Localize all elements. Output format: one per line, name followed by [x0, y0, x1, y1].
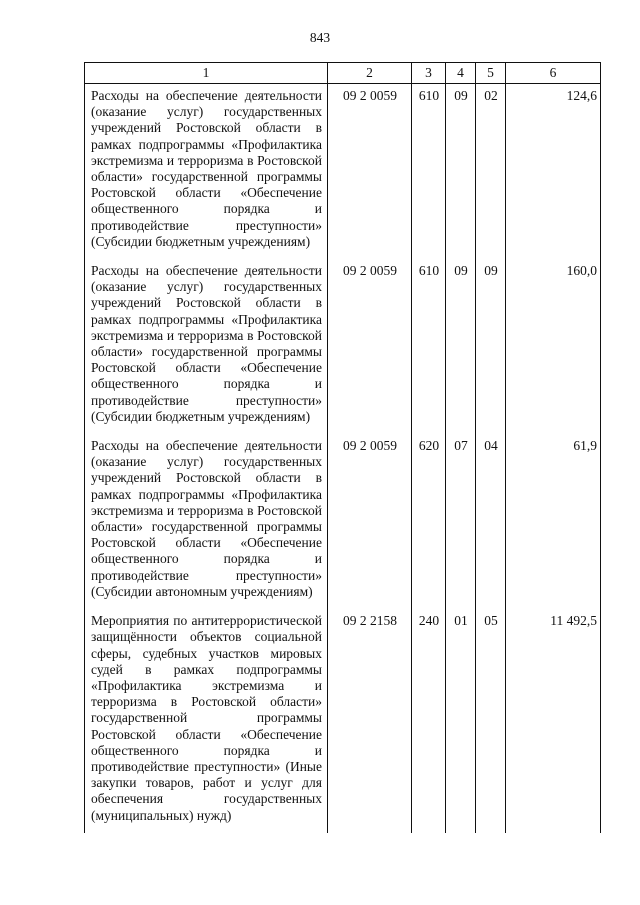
- column-header: 4: [446, 63, 476, 84]
- row-description: Расходы на обеспечение деятельности (оказание услуг) государственных учреждений Ростовской области в рамках подпрограммы «Профилактика экстремизма и терроризма в Ростовской области» государственной программы Ростовской области «Обеспечение общественного порядка и противодействие преступности» (Субсидии бюджетным учреждениям): [85, 259, 328, 434]
- row-description: Расходы на обеспечение деятельности (оказание услуг) государственных учреждений Ростовской области в рамках подпрограммы «Профилактика экстремизма и терроризма в Ростовской области» государственной программы Ростовской области «Обеспечение общественного порядка и противодействие преступности» (Субсидии автономным учреждениям): [85, 434, 328, 609]
- row-amount: 124,6: [506, 84, 601, 260]
- row-subsection: 05: [476, 609, 506, 833]
- row-section: 09: [446, 84, 476, 260]
- row-expense-type: 610: [412, 259, 446, 434]
- column-header: 2: [328, 63, 412, 84]
- table-row: [85, 84, 601, 260]
- table-header-row: [85, 63, 601, 84]
- row-section: 07: [446, 434, 476, 609]
- row-amount: 11 492,5: [506, 609, 601, 833]
- table-row: [85, 434, 601, 609]
- table-row: [85, 609, 601, 833]
- row-target-code: 09 2 0059: [328, 434, 412, 609]
- table-row: [85, 259, 601, 434]
- column-header: 3: [412, 63, 446, 84]
- row-section: 09: [446, 259, 476, 434]
- row-description: Мероприятия по антитеррористической защищённости объектов социальной сферы, судебных участков мировых судей в рамках подпрограммы «Профилактика экстремизма и терроризма в Ростовской области» государственной программы Ростовской области «Обеспечение общественного порядка и противодействие преступности» (Иные закупки товаров, работ и услуг для обеспечения государственных (муниципальных) нужд): [85, 609, 328, 833]
- column-header: 5: [476, 63, 506, 84]
- budget-table: [84, 62, 601, 833]
- column-header: 6: [506, 63, 601, 84]
- row-amount: 160,0: [506, 259, 601, 434]
- row-expense-type: 620: [412, 434, 446, 609]
- column-header: 1: [85, 63, 328, 84]
- row-subsection: 02: [476, 84, 506, 260]
- row-description: Расходы на обеспечение деятельности (оказание услуг) государственных учреждений Ростовской области в рамках подпрограммы «Профилактика экстремизма и терроризма в Ростовской области» государственной программы Ростовской области «Обеспечение общественного порядка и противодействие преступности» (Субсидии бюджетным учреждениям): [85, 84, 328, 260]
- row-subsection: 04: [476, 434, 506, 609]
- row-target-code: 09 2 0059: [328, 84, 412, 260]
- row-subsection: 09: [476, 259, 506, 434]
- row-expense-type: 610: [412, 84, 446, 260]
- row-amount: 61,9: [506, 434, 601, 609]
- page-number: 843: [309, 30, 331, 45]
- row-target-code: 09 2 2158: [328, 609, 412, 833]
- row-expense-type: 240: [412, 609, 446, 833]
- row-section: 01: [446, 609, 476, 833]
- row-target-code: 09 2 0059: [328, 259, 412, 434]
